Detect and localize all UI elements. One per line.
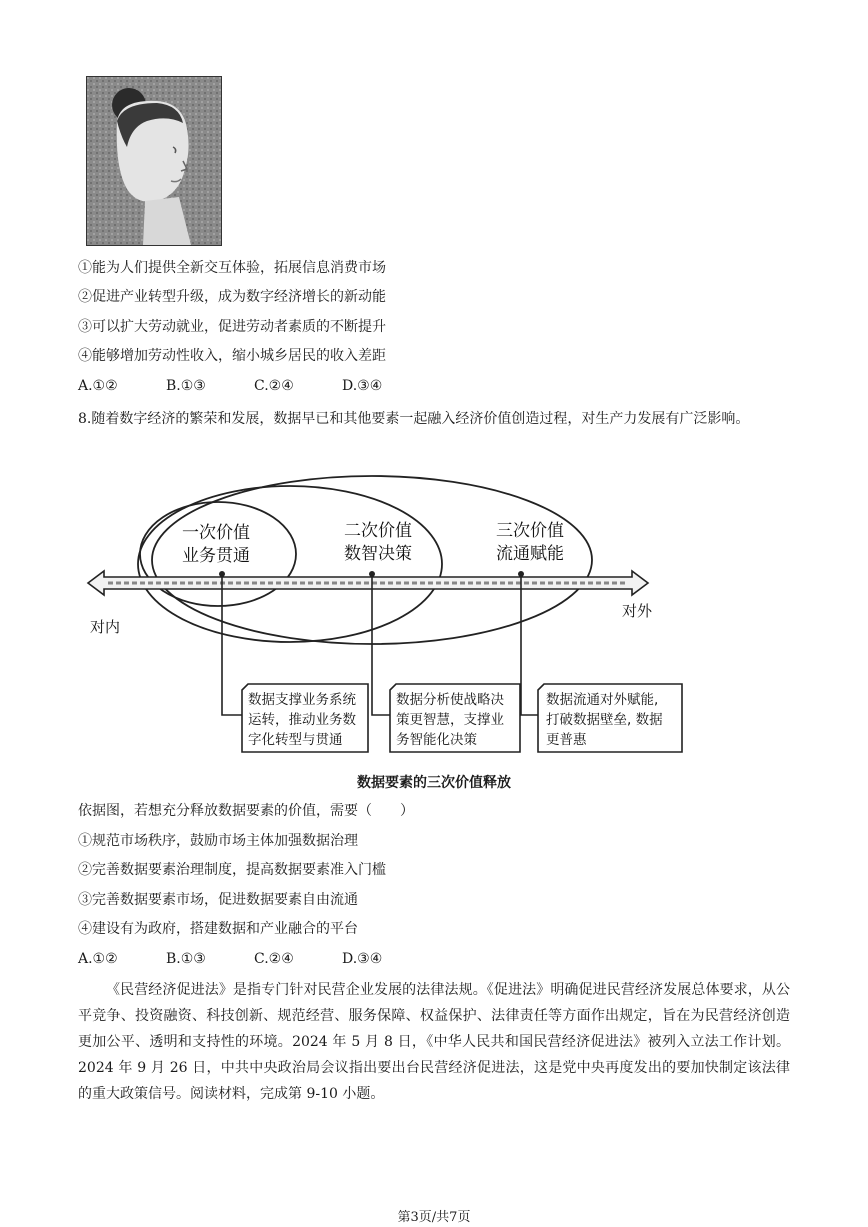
q8-choice-b: B.①③ xyxy=(166,951,206,967)
material-paragraph: 《民营经济促进法》是指专门针对民营企业发展的法律法规。《促进法》明确促进民营经济发展总体要求，从公平竞争、投资融资、科技创新、规范经营、服务保障、权益保护、法律责任等方面作出规定，旨在为民营经济创造更加公平、透明和支持性的环境。2024 年 5 月 8 日，《中华人民共和国民营经济促进法》被列入立法工作计划。2024 年 9 月 26 日，中共中央政治局会议指出要出台民营经济促进法，这是党中央再度发出的要加快制定该法律的重大政策信号。阅读材料，完成第 9-10 小题。 xyxy=(78,982,790,1102)
box-second-line1: 数据分析使战略决 xyxy=(396,692,504,708)
oval-second-line2: 数智决策 xyxy=(344,544,412,564)
box-third-line1: 数据流通对外赋能, xyxy=(546,692,659,708)
q8-option-4: ④建设有为政府，搭建数据和产业融合的平台 xyxy=(78,921,358,937)
box-first-line2: 运转，推动业务数 xyxy=(248,712,356,728)
box-second-line3: 务智能化决策 xyxy=(396,732,477,748)
diagram-caption: 数据要素的三次价值释放 xyxy=(357,775,511,791)
q7-option-1: ①能为人们提供全新交互体验，拓展信息消费市场 xyxy=(78,260,386,276)
box-second-line2: 策更智慧，支撑业 xyxy=(396,712,504,728)
page-footer: 第3页/共7页 xyxy=(397,1210,471,1225)
box-first-line1: 数据支撑业务系统 xyxy=(248,692,356,708)
q8-choice-c: C.②④ xyxy=(254,951,294,967)
value-release-diagram xyxy=(0,470,868,770)
portrait-illustration xyxy=(87,77,221,245)
q8-option-1: ①规范市场秩序，鼓励市场主体加强数据治理 xyxy=(78,833,358,849)
inward-outward-axis xyxy=(88,571,648,595)
q7-choice-c: C.②④ xyxy=(254,378,294,394)
axis-right-label: 对外 xyxy=(622,602,653,620)
oval-third-line2: 流通赋能 xyxy=(496,544,564,564)
oval-first-line2: 业务贯通 xyxy=(182,546,250,566)
q8-choice-a: A.①② xyxy=(78,951,118,967)
q8-choice-d: D.③④ xyxy=(342,951,383,967)
q8-option-3: ③完善数据要素市场，促进数据要素自由流通 xyxy=(78,892,358,908)
q7-choice-d: D.③④ xyxy=(342,378,383,394)
box-first-line3: 字化转型与贯通 xyxy=(248,732,343,748)
q7-choice-b: B.①③ xyxy=(166,378,206,394)
axis-left-label: 对内 xyxy=(90,618,121,636)
portrait-photo xyxy=(86,76,222,246)
q7-option-4: ④能够增加劳动性收入，缩小城乡居民的收入差距 xyxy=(78,348,386,364)
q7-option-2: ②促进产业转型升级，成为数字经济增长的新动能 xyxy=(78,289,386,305)
q8-option-2: ②完善数据要素治理制度，提高数据要素准入门槛 xyxy=(78,862,386,878)
q8-question: 依据图，若想充分释放数据要素的价值，需要（ ） xyxy=(78,803,414,819)
q8-choices xyxy=(78,949,430,969)
box-third-line3: 更普惠 xyxy=(546,732,587,748)
oval-third-line1: 三次价值 xyxy=(496,521,564,541)
oval-first-line1: 一次价值 xyxy=(182,523,250,543)
q7-choice-a: A.①② xyxy=(78,378,118,394)
q7-option-3: ③可以扩大劳动就业，促进劳动者素质的不断提升 xyxy=(78,319,386,335)
q7-choices xyxy=(78,376,430,396)
box-third-line2: 打破数据壁垒, 数据 xyxy=(546,712,663,728)
oval-second-line1: 二次价值 xyxy=(344,521,412,541)
q8-stem: 8.随着数字经济的繁荣和发展，数据早已和其他要素一起融入经济价值创造过程，对生产力发展有广泛影响。 xyxy=(78,411,750,427)
